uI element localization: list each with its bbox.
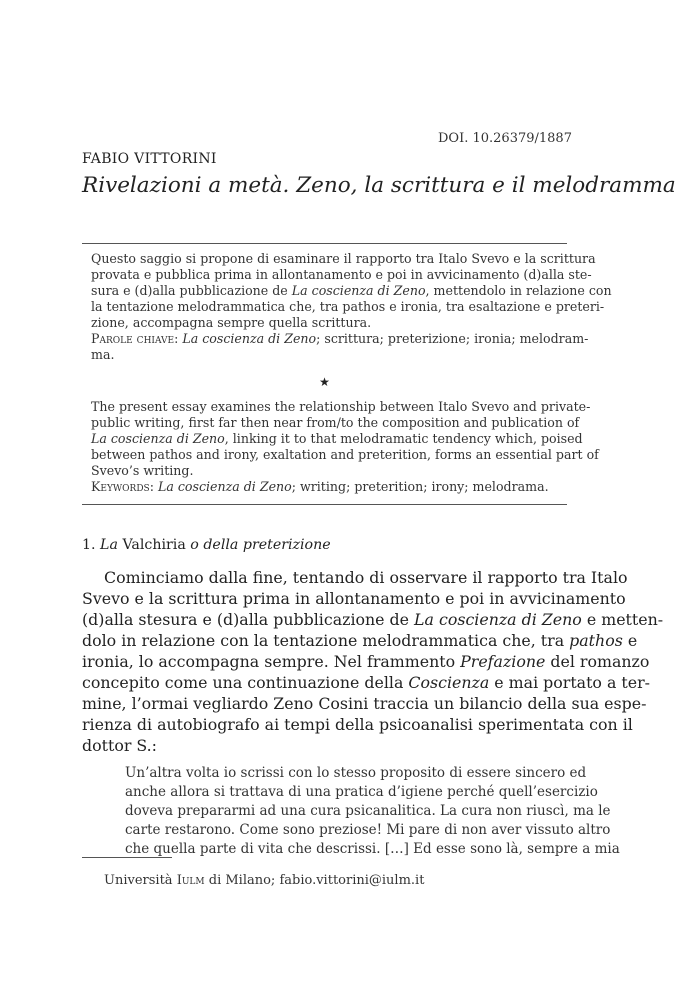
text-span: sura e (d)alla pubblicazione de bbox=[91, 283, 292, 298]
quote-line: che quella parte di vita che descrissi. […] Ed esse sono là, sempre a mia bbox=[125, 841, 620, 857]
abstract-it-line: zione, accompagna sempre quella scrittura. bbox=[91, 315, 372, 330]
quote-line: doveva prepararmi ad una cura psicanalitica. La cura non riuscì, ma le bbox=[125, 803, 611, 819]
section-number: 1. bbox=[82, 537, 101, 553]
footnote-divider bbox=[82, 857, 172, 858]
text-span: , linking it to that melodramatic tendency which, poised bbox=[224, 431, 583, 446]
text-span: La bbox=[100, 537, 118, 553]
abstract-it-line: provata e pubblica prima in allontanamento e poi in avvicinamento (d)alla ste- bbox=[91, 267, 592, 282]
text-span: o della preterizione bbox=[190, 537, 331, 553]
doi: DOI. 10.26379/1887 bbox=[438, 131, 572, 146]
text-span: Valchiria bbox=[117, 537, 191, 553]
text-span: e mai portato a ter- bbox=[489, 673, 650, 692]
abstract-it-line: Questo saggio si propone di esaminare il rapporto tra Italo Svevo e la scrittura bbox=[91, 251, 596, 266]
text-span: ; scrittura; preterizione; ironia; melodram- bbox=[316, 331, 589, 346]
abstract-en-line bbox=[91, 431, 583, 447]
text-span: Coscienza bbox=[408, 673, 490, 692]
keywords-it-cont: ma. bbox=[91, 347, 115, 362]
text-span: ironia, lo accompagna sempre. Nel frammento bbox=[82, 652, 461, 671]
text-span: , mettendolo in relazione con bbox=[425, 283, 612, 298]
text-span: Prefazione bbox=[460, 652, 546, 671]
keywords-label: Parole chiave bbox=[91, 331, 175, 346]
quote-line: carte restarono. Come sono preziose! Mi pare di non aver vissuto altro bbox=[125, 822, 611, 838]
keywords-label: Keywords bbox=[91, 479, 150, 494]
body-line bbox=[82, 609, 664, 630]
body-line: rienza di autobiografo ai tempi della psicoanalisi sperimentata con il bbox=[82, 715, 633, 734]
text-span: ; writing; preterition; irony; melodrama. bbox=[291, 479, 549, 494]
quote-line: Un’altra volta io scrissi con lo stesso proposito di essere sincero ed bbox=[125, 765, 587, 781]
text-span: Iulm bbox=[176, 873, 205, 888]
abstract-en-line: Svevo’s writing. bbox=[91, 463, 194, 478]
section-heading bbox=[82, 537, 331, 553]
text-span: del romanzo bbox=[545, 652, 650, 671]
text-span: di Milano; fabio.vittorini@iulm.it bbox=[204, 873, 425, 888]
body-line: Cominciamo dalla fine, tentando di osservare il rapporto tra Italo bbox=[104, 568, 628, 587]
body-line bbox=[82, 672, 650, 693]
text-span: e bbox=[622, 631, 638, 650]
text-span: pathos bbox=[569, 631, 623, 650]
author-name: FABIO VITTORINI bbox=[82, 151, 217, 167]
book-title: La coscienza di Zeno bbox=[91, 431, 225, 446]
body-line: dottor S.: bbox=[82, 736, 158, 755]
abstract-en-line: between pathos and irony, exaltation and preterition, forms an essential part of bbox=[91, 447, 599, 462]
quote-line: anche allora si trattava di una pratica d’igiene perché quell’esercizio bbox=[125, 784, 598, 800]
text-span: e metten- bbox=[581, 610, 664, 629]
text-span: Università bbox=[104, 873, 177, 888]
abstract-it-line: la tentazione melodrammatica che, tra pathos e ironia, tra esaltazione e preteri- bbox=[91, 299, 605, 314]
keywords-it bbox=[91, 331, 589, 347]
text-span: dolo in relazione con la tentazione melodrammatica che, tra bbox=[82, 631, 570, 650]
abstract-box bbox=[82, 243, 612, 505]
body-line: mine, l’ormai vegliardo Zeno Cosini traccia un bilancio della sua espe- bbox=[82, 694, 647, 713]
book-title: La coscienza di Zeno bbox=[182, 331, 317, 346]
body-line bbox=[82, 651, 650, 672]
book-title: La coscienza di Zeno bbox=[414, 610, 582, 629]
keywords-en bbox=[91, 479, 549, 495]
book-title: La coscienza di Zeno bbox=[291, 283, 426, 298]
text-span: : bbox=[174, 331, 183, 346]
star-separator: ★ bbox=[319, 375, 330, 389]
body-line bbox=[82, 630, 638, 651]
abstract-en-line: public writing, first far then near from/to the composition and publication of bbox=[91, 415, 580, 430]
book-title: La coscienza di Zeno bbox=[157, 479, 292, 494]
footnote bbox=[104, 873, 424, 888]
article-title: Rivelazioni a metà. Zeno, la scrittura e il melodramma bbox=[82, 173, 676, 198]
text-span: (d)alla stesura e (d)alla pubblicazione de bbox=[82, 610, 415, 629]
abstract-it-line bbox=[91, 283, 612, 299]
text-span: concepito come una continuazione della bbox=[82, 673, 409, 692]
text-span: : bbox=[149, 479, 158, 494]
body-line: Svevo e la scrittura prima in allontanamento e poi in avvicinamento bbox=[82, 589, 626, 608]
abstract-en-line: The present essay examines the relationship between Italo Svevo and private- bbox=[91, 399, 591, 414]
